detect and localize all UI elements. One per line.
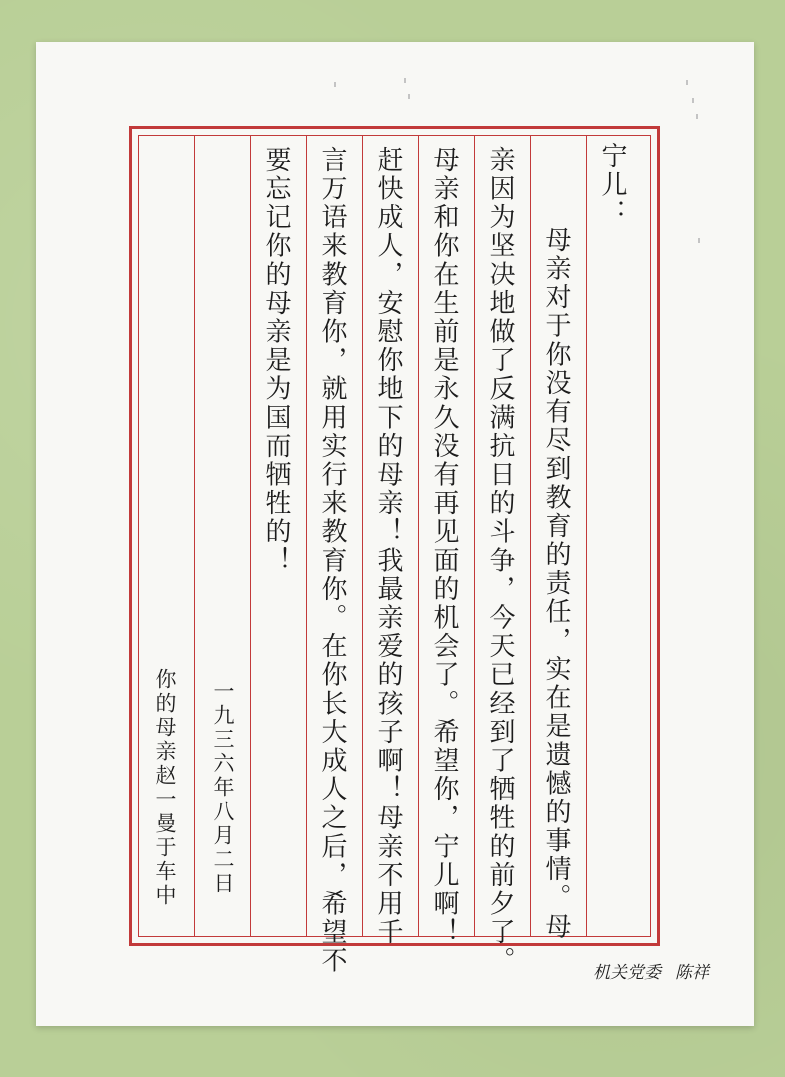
column-divider	[586, 135, 587, 937]
column-divider	[530, 135, 531, 937]
paper-tick-mark	[408, 94, 410, 99]
calligrapher-credit	[593, 958, 723, 983]
paper-tick-mark	[334, 82, 336, 87]
letter-line-5: 言万语来教育你，就用实行来教育你。在你长大成人之后，希望不	[317, 146, 347, 976]
column-divider	[306, 135, 307, 937]
letter-line-2: 亲因为坚决地做了反满抗日的斗争，今天已经到了牺牲的前夕了。	[485, 146, 515, 976]
paper-tick-mark	[698, 238, 700, 243]
letter-date: 一九三六年八月二日	[211, 680, 235, 896]
paper-tick-mark	[404, 78, 406, 83]
letter-line-1: 母亲对于你没有尽到教育的责任，实在是遗憾的事情。母	[541, 226, 571, 941]
column-divider	[250, 135, 251, 937]
paper-tick-mark	[686, 80, 688, 85]
letter-line-6: 要忘记你的母亲是为国而牺牲的！	[261, 146, 291, 575]
column-divider	[474, 135, 475, 937]
paper-tick-mark	[696, 114, 698, 119]
column-divider	[194, 135, 195, 937]
column-divider	[418, 135, 419, 937]
calligrapher-name: 陈祥	[675, 963, 709, 983]
letter-line-4: 赶快成人，安慰你地下的母亲！我最亲爱的孩子啊！母亲不用千	[373, 146, 403, 947]
letter-signature: 你的母亲赵一曼于车中	[153, 668, 177, 908]
column-divider	[362, 135, 363, 937]
paper-tick-mark	[692, 98, 694, 103]
calligrapher-unit: 机关党委	[593, 963, 661, 983]
letter-line-3: 母亲和你在生前是永久没有再见面的机会了。希望你，宁儿啊！	[429, 146, 459, 947]
letter-salutation: 宁儿：	[597, 142, 627, 228]
